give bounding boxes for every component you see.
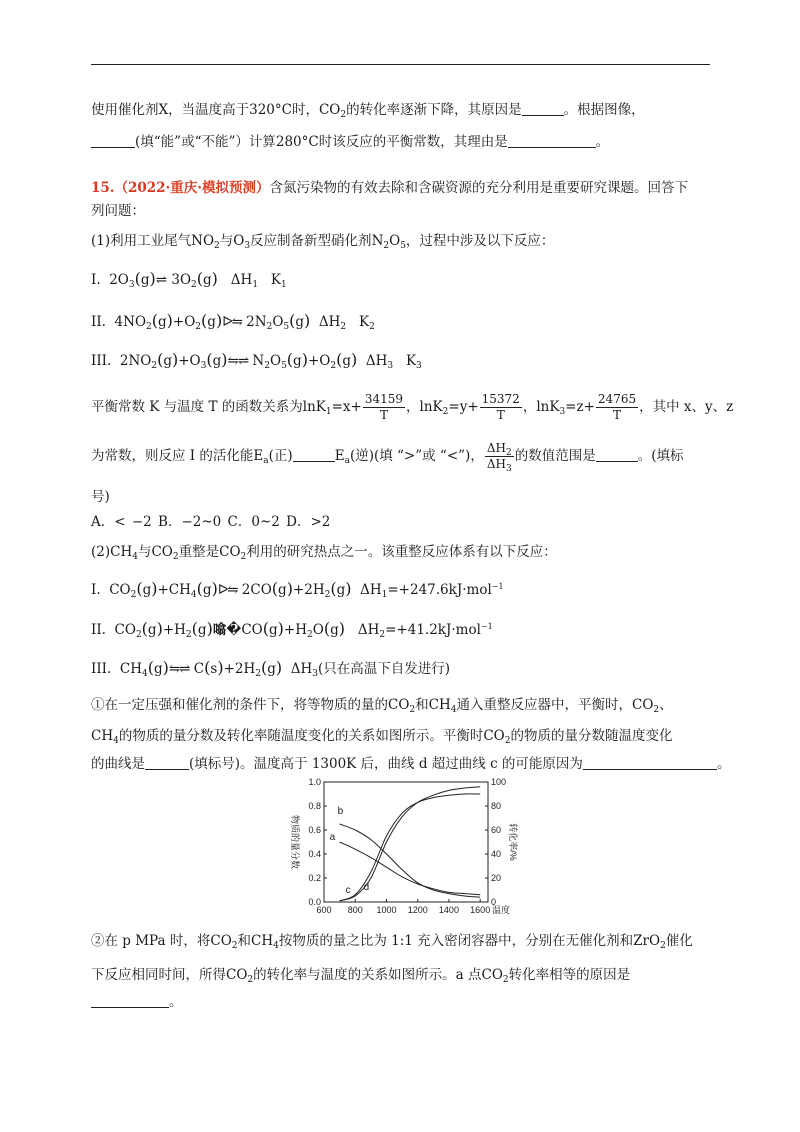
text: 的转化率逐渐下降，其原因是 [346, 102, 522, 118]
reaction-1: I. $2O_3(g)\rightleftharpoons$ $3O_2(g)$ $\Delta H_1$ $K_1$ [91, 269, 287, 290]
text: ①在一定压强和催化剂的条件下，将等物质的量的 [91, 697, 388, 713]
text: (只在高温下自发进行) [317, 661, 451, 677]
series-d-label: d [363, 882, 370, 893]
denominator: T [613, 408, 622, 422]
activation-energy-line: 为常数，则反应 I 的活化能$E_a$(正) $E_a$(逆)(填 “>”或 “<”)， $\frac{\Delta H_2}{\Delta H_3}$ 的数值范围是 。(填标 [91, 441, 684, 474]
options-text: A．< −2 B．−2~0 C．0~2 D．>2 [91, 514, 331, 530]
answer-blank [145, 769, 189, 770]
part-1-intro: (1)利用工业尾气$NO_2$与$O_3$反应制备新型硝化剂$N_2O_5$，过程中涉及以下反应： [91, 233, 555, 251]
fraction [480, 392, 522, 423]
text: 反应制备新型硝化剂 [250, 233, 372, 249]
text: 的曲线是 [91, 756, 145, 772]
text: 和 [237, 933, 252, 949]
numerator: $\Delta H_2$ [486, 441, 512, 458]
reforming-reaction-1: I. $CO_2(g)+CH_4(g)ᐅ⇋$ $2CO(g)+2H_2(g)$ $\Delta H_1=+247.6kJ\cdot mol^{-1}$ [91, 579, 504, 600]
text: (1)利用工业尾气 [91, 233, 192, 249]
text: 。 [716, 756, 731, 772]
numerator: 34159 [364, 392, 404, 406]
text: (2) [91, 544, 111, 560]
question-intro-cont [91, 202, 145, 220]
text: 按物质的量之比为 1:1 充入密闭容器中，分别在无催化剂和 [278, 933, 634, 949]
y-left-tick-label: 0.2 [308, 873, 321, 883]
text: 。(填标 [637, 448, 684, 464]
x-tick-label: 600 [316, 905, 332, 915]
answer-blank [91, 147, 135, 148]
answer-blank [508, 147, 596, 148]
text: 号) [91, 489, 110, 505]
text: 的转化率与温度的关系如图所示。a 点 [253, 967, 482, 983]
text: (填标号)。温度高于 1300K 后，曲线 d 超过曲线 c 的可能原因为 [189, 756, 583, 772]
text: ，过程中涉及以下反应： [405, 233, 555, 249]
y-left-tick-label: 0.6 [308, 825, 321, 835]
text: 与O [219, 233, 245, 249]
activation-energy-line-cont [91, 488, 110, 506]
series-a-label: a [329, 832, 336, 843]
y-right-tick-label: 80 [491, 801, 502, 811]
question-number: 15.（2022·重庆·模拟预测） [91, 180, 270, 196]
text: (填“能”或“不能”）计算280°C时该反应的平衡常数，其理由是 [135, 134, 508, 150]
reforming-reaction-2: II. $CO_2(g)+H_2(g)$噏$�CO(g)+H_2O(g)$ $\Delta H_2=+41.2kJ\cdot mol^{-1}$ [91, 619, 493, 640]
text: 重整是 [178, 544, 220, 560]
text: 的物质的量分数随温度变化 [510, 728, 673, 744]
fraction [596, 392, 638, 423]
equilibrium-constant-line: 平衡常数 K 与温度 T 的函数关系为lnK$_1$=x+ $\frac{34159}{T}$ ，lnK$_2$=y+ $\frac{15372}{T}$ ，lnK$_3$=z+ $\frac{24765}{T}$ ，其中 x、y、z [91, 392, 734, 422]
y-right-tick-label: 100 [491, 777, 507, 787]
series-c-label: c [345, 884, 351, 896]
y-right-axis-label: 转化率/% [508, 823, 518, 861]
question-15-header [91, 179, 688, 197]
y-right-tick-label: 60 [491, 825, 502, 835]
answer-options [91, 513, 330, 531]
answer-blank [91, 1007, 169, 1008]
y-left-tick-label: 0.8 [308, 801, 321, 811]
y-left-axis-label: 物质的量分数 [290, 814, 300, 870]
reforming-reaction-3: III. $CH_4(g)⇋\rightleftharpoons$ $C(s)+2H_2(g)$ $\Delta H_3$(只在高温下自发进行) [91, 658, 451, 679]
x-tick-label: 1400 [438, 905, 459, 915]
text: (逆)(填 “>”或 “<”)， [349, 448, 484, 464]
x-tick-label: 1200 [407, 905, 428, 915]
text: 通入重整反应器中，平衡时， [456, 697, 632, 713]
denominator: T [496, 408, 505, 422]
subquestion-1-line-3 [91, 755, 730, 773]
y-left-tick-label: 1.0 [308, 777, 321, 787]
series-d-line [337, 787, 481, 901]
text: ②在 p MPa 时，将 [91, 933, 211, 949]
text: 和 [415, 697, 429, 713]
series-c-line [337, 794, 481, 901]
subquestion-2-line-1: ②在 p MPa 时，将$CO_2$和$CH_4$按物质的量之比为 1:1 充入密闭容器中，分别在无催化剂和ZrO$_2$催化 [91, 933, 693, 951]
text: 使用催化剂X，当温度高于320°C时， [91, 102, 319, 118]
x-tick-label: 1000 [376, 905, 397, 915]
equilibrium-chart [278, 774, 518, 924]
series-a-line [340, 842, 481, 895]
text: 与 [137, 544, 152, 560]
series-b-label: b [337, 806, 344, 817]
denominator: T [379, 408, 388, 422]
x-tick-label: 800 [347, 905, 363, 915]
reaction-2: II. $4NO_2(g)+O_2(g)ᐅ⇋$ $2N_2O_5(g)$ $\Delta H_2$ $K_2$ [91, 311, 375, 332]
x-axis-label: 温度 [492, 905, 511, 915]
text: 的数值范围是 [514, 448, 596, 464]
subquestion-1-line-1: ①在一定压强和催化剂的条件下，将等物质的量的$CO_2$和$CH_4$通入重整反应器中，平衡时，$CO_2$、 [91, 697, 673, 715]
answer-blank [293, 461, 335, 462]
numerator: 15372 [481, 392, 520, 406]
text: 。 [595, 134, 610, 150]
text: 为常数，则反应 I 的活化能 [91, 448, 254, 464]
prev-question-line-1: 使用催化剂X，当温度高于320°C时，$CO_2$的转化率逐渐下降，其原因是 。根据图像， [91, 102, 645, 120]
text: 列问题： [91, 203, 145, 219]
y-right-tick-label: 20 [491, 873, 502, 883]
denominator: $\Delta H_3$ [486, 457, 512, 474]
numerator: 24765 [597, 392, 637, 406]
text: 。 [169, 994, 183, 1010]
x-tick-label: 1600 [470, 905, 491, 915]
series-b-line [340, 824, 481, 897]
y-right-tick-label: 40 [491, 849, 502, 859]
y-left-tick-label: 0.0 [308, 897, 321, 907]
subquestion-2-line-3 [91, 993, 183, 1011]
answer-blank [596, 461, 638, 462]
reaction-3: III. $2NO_2(g)+O_3(g)⇋\rightleftharpoons$ $N_2O_5(g)+O_2(g)$ $\Delta H_3$ $K_3$ [91, 350, 422, 371]
fraction [485, 441, 514, 472]
question-intro: 含氮污染物的有效去除和含碳资源的充分利用是重要研究课题。回答下 [269, 180, 688, 196]
prev-question-line-2 [91, 133, 609, 151]
text: 平衡常数 K 与温度 T 的函数关系为 [91, 399, 303, 415]
subquestion-1-line-2: $CH_4$的物质的量分数及转化率随温度变化的关系如图所示。平衡时$CO_2$的物质的量分数随温度变化 [91, 728, 673, 746]
text: 转化率相等的原因是 [508, 967, 631, 983]
y-right-tick-label: 0 [491, 897, 497, 907]
text: 。根据图像， [563, 102, 645, 118]
text: 利用的研究热点之一。该重整反应体系有以下反应： [246, 544, 557, 560]
y-left-tick-label: 0.4 [308, 849, 321, 859]
subquestion-2-line-2: 下反应相同时间，所得$CO_2$的转化率与温度的关系如图所示。a 点$CO_2$转化率相等的原因是 [91, 967, 631, 985]
text: 的物质的量分数及转化率随温度变化的关系如图所示。平衡时 [118, 728, 484, 744]
answer-blank [583, 769, 717, 770]
fraction [363, 392, 405, 423]
answer-blank [522, 115, 564, 116]
header-rule [91, 64, 710, 65]
text: ，其中 x、y、z [639, 399, 734, 415]
part-2-intro: $(2)CH_4$与$CO_2$重整是$CO_2$利用的研究热点之一。该重整反应体系有以下反应： [91, 544, 557, 562]
text: 催化 [665, 933, 693, 949]
text: 下反应相同时间，所得 [91, 967, 226, 983]
text: (正) [268, 448, 293, 464]
